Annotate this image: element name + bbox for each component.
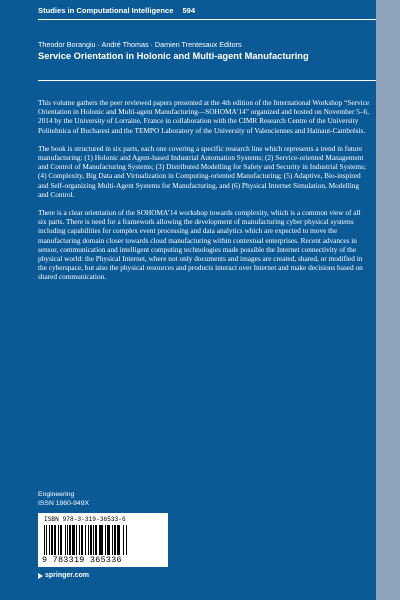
spine-strip xyxy=(376,0,400,600)
book-title: Service Orientation in Holonic and Multi-agent Manufacturing xyxy=(38,51,309,61)
description xyxy=(38,98,370,291)
isbn-barcode xyxy=(38,513,168,567)
description-paragraph: This volume gathers the peer reviewed papers presented at the 4th edition of the International Workshop “Service Orientation in Holonic and Multi-agent Manufacturing—SOHOMA’14” organized and hosted on November 5–6, 2014 by the University of Lorraine, France in collaboration with the CIMR Research Centre of the University Politehnica of Bucharest and the TEMPO Laboratory of the University of Valenciennes and Hainaut-Cambrésis. xyxy=(38,98,370,135)
publisher-url: springer.com xyxy=(45,572,89,579)
title-divider xyxy=(38,80,376,81)
editors-label: Editors xyxy=(219,40,242,49)
editors-line xyxy=(38,40,242,49)
series-number: 594 xyxy=(182,6,196,15)
publisher-link[interactable] xyxy=(38,572,89,579)
category-block xyxy=(38,490,89,508)
arrow-right-icon xyxy=(38,573,43,579)
series-line xyxy=(38,6,195,15)
editor-names: Theodor Borangiu · André Thomas · Damien Trentesaux xyxy=(38,40,218,49)
barcode-bars xyxy=(44,525,162,555)
category-label: Engineering xyxy=(38,491,75,498)
isbn-text: ISBN 978-3-319-36533-6 xyxy=(44,516,126,523)
barcode-bar xyxy=(127,525,128,555)
description-paragraph: The book is structured in six parts, each one covering a specific research line which represents a trend in future manufacturing: (1) Holonic and Agent-based Industrial Automation Systems; (2) Service-oriented Management and Control of Manufacturing Systems; (3) Distributed Modelling for Safety and Security in Industrial Systems; (4) Complexity, Big Data and Virtualization in Computing-oriented Manufacturing; (5) Adaptive, Bio-inspired and Self-organizing Multi-Agent Systems for Manufacturing, and (6) Physical Internet Simulation, Modelling and Control. xyxy=(38,143,366,199)
barcode-digits: 9 783319 365336 xyxy=(42,555,122,565)
top-divider xyxy=(38,19,376,20)
issn-label: ISSN 1860-949X xyxy=(38,500,90,507)
description-paragraph: There is a clear orientation of the SOHOMA’14 workshop towards complexity, which is a common view of all six parts. There is need for a framework allowing the development of manufacturing cyber physical systems including capabilities for complex event processing and data analytics which are expected to move the manufacturing domain closer towards cloud manufacturing within contextual enterprises. Recent advances in sensor, communication and intelligent computing technologies made possible the Internet connectivity of the physical world: the Physical Internet, where not only documents and images are created, shared, or modified in the cyberspace, but also the physical resources and products interact over Internet and make decisions based on shared communication. xyxy=(38,208,363,282)
series-name: Studies in Computational Intelligence xyxy=(38,6,174,15)
